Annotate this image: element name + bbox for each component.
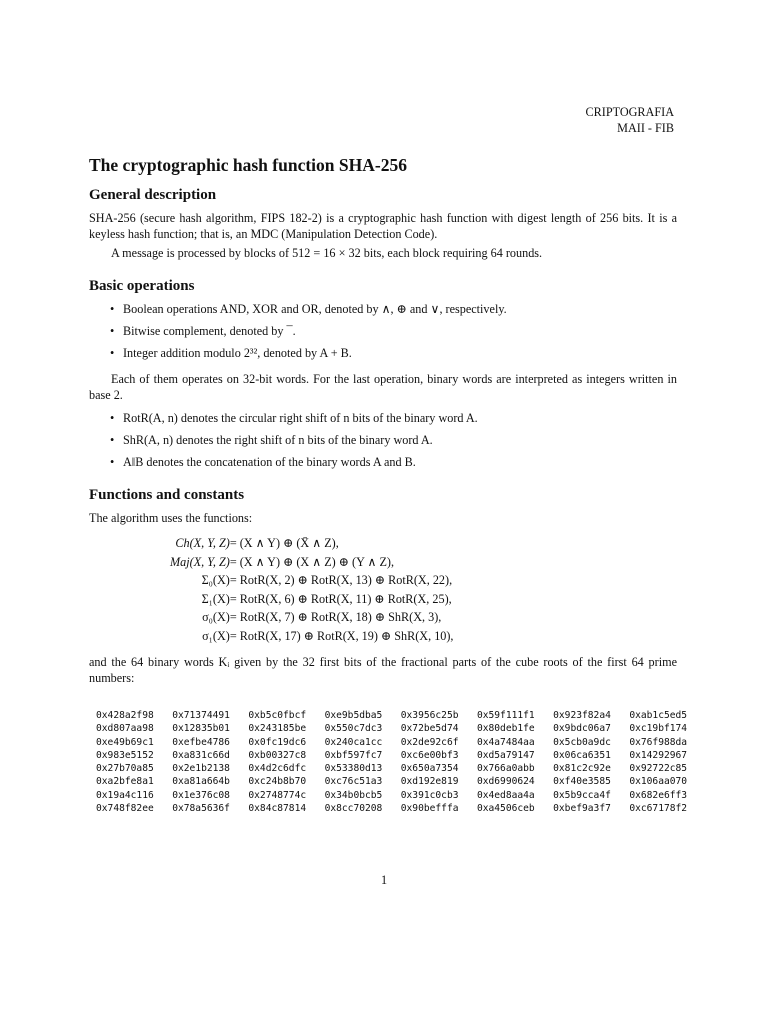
running-head [586,105,675,136]
constant-cell: 0x2de92c6f [400,736,459,748]
equation-rhs: = RotR(X, 2) ⊕ RotR(X, 13) ⊕ RotR(X, 22), [229,573,453,587]
constant-cell: 0x12835b01 [172,723,230,735]
equation-lhs: Σ₀(X) [201,573,230,587]
constant-cell: 0x682e6ff3 [629,789,688,801]
constant-cell: 0xb00327c8 [248,749,307,761]
document-title: The cryptographic hash function SHA-256 [89,155,407,175]
function-definitions [170,534,453,645]
constant-cell: 0xa81a664b [172,776,230,788]
equation-row [170,608,453,627]
constant-cell: 0x19a4c116 [96,789,154,801]
equation-row [170,590,453,609]
constant-cell: 0xf40e3585 [553,776,611,788]
constants-row [96,722,706,735]
bullet-icon: • [110,411,115,425]
constant-cell: 0xbef9a3f7 [553,803,611,815]
constants-row [96,736,706,749]
constant-cell: 0xab1c5ed5 [629,710,688,721]
list-item [89,345,679,367]
list-item [89,454,679,476]
section-heading-general: General description [89,187,217,203]
constant-cell: 0x27b70a85 [96,763,154,775]
constants-row [96,789,706,802]
constants-row [96,709,706,722]
general-paragraph-1: SHA-256 (secure hash algorithm, FIPS 182-2) is a cryptographic hash function with digest length of 256 bits. It is a keyless hash function; that is, an MDC (Manipulation Detection Code). [89,211,677,241]
constant-cell: 0x983e5152 [96,749,154,761]
equation-rhs: = RotR(X, 7) ⊕ RotR(X, 18) ⊕ ShR(X, 3), [229,610,442,624]
list-item-text: Integer addition modulo 2³², denoted by A + B. [123,346,352,360]
constant-cell: 0xa4506ceb [476,803,535,815]
constant-cell: 0xd192e819 [400,776,459,788]
constant-cell: 0x14292967 [629,749,688,761]
constant-cell: 0x550c7dc3 [324,723,383,735]
constant-cell: 0x76f988da [629,736,688,748]
constant-cell: 0xbf597fc7 [324,749,383,761]
constant-cell: 0xefbe4786 [172,736,230,748]
list-item [89,410,679,432]
constant-cell: 0x53380d13 [324,763,383,775]
list-item-text: ShR(A, n) denotes the right shift of n bits of the binary word A. [123,433,433,447]
list-item-text: Bitwise complement, denoted by ¯. [123,324,296,338]
constant-cell: 0x923f82a4 [553,710,611,721]
bullet-icon: • [110,455,115,469]
list-item [89,323,679,345]
equation-row [170,627,453,646]
equation-rhs: = RotR(X, 17) ⊕ RotR(X, 19) ⊕ ShR(X, 10), [229,628,454,643]
constant-cell: 0x71374491 [172,710,230,721]
constant-cell: 0x428a2f98 [96,710,154,721]
equation-row [170,553,453,572]
constant-cell: 0x748f82ee [96,803,154,815]
shift-operations-list [89,410,679,476]
constant-cell: 0x59f111f1 [476,710,535,721]
constants-description: and the 64 binary words Kᵢ given by the 32 first bits of the fractional parts of the cube roots of the first 64 prime numbers: [89,655,677,685]
basic-paragraph: Each of them operates on 32-bit words. For the last operation, binary words are interpreted as integers written in base 2. [89,372,677,402]
constant-cell: 0x3956c25b [400,710,459,721]
equation-row [170,571,453,590]
constant-cell: 0x5cb0a9dc [553,736,611,748]
equation-lhs: Maj(X, Y, Z) [170,554,230,569]
constant-cell: 0x240ca1cc [324,736,383,748]
constant-cell: 0xd807aa98 [96,723,154,735]
constant-cell: 0x766a0abb [476,763,535,775]
constant-cell: 0x5b9cca4f [553,789,611,801]
constant-cell: 0xb5c0fbcf [248,710,307,721]
constants-row [96,762,706,775]
equation-lhs: Ch(X, Y, Z) [175,536,230,550]
constant-cell: 0xe9b5dba5 [324,710,383,721]
constant-cell: 0x84c87814 [248,803,307,815]
constant-cell: 0xd5a79147 [476,749,535,761]
constant-cell: 0x06ca6351 [553,749,611,761]
constants-row [96,775,706,788]
equation-rhs: = (X ∧ Y) ⊕ (X ∧ Z) ⊕ (Y ∧ Z), [229,554,394,569]
constant-cell: 0x78a5636f [172,803,230,815]
constant-cell: 0x650a7354 [400,763,459,775]
bullet-icon: • [110,324,115,338]
operations-list [89,301,679,367]
constant-cell: 0x1e376c08 [172,789,230,801]
constant-cell: 0x34b0bcb5 [324,789,383,801]
constant-cell: 0x2e1b2138 [172,763,230,775]
list-item-text: RotR(A, n) denotes the circular right shift of n bits of the binary word A. [123,411,478,425]
constant-cell: 0x92722c85 [629,763,688,775]
equation-row [170,534,453,553]
constant-cell: 0x9bdc06a7 [553,723,611,735]
constant-cell: 0x4d2c6dfc [248,763,307,775]
list-item-text: Boolean operations AND, XOR and OR, denoted by ∧, ⊕ and ∨, respectively. [123,302,507,316]
list-item-text: A‖B denotes the concatenation of the binary words A and B. [123,455,416,469]
constant-cell: 0xc6e00bf3 [400,749,459,761]
constant-cell: 0x72be5d74 [400,723,459,735]
functions-intro: The algorithm uses the functions: [89,511,253,525]
constant-cell: 0xe49b69c1 [96,736,154,748]
equation-lhs: σ₁(X) [202,628,230,643]
constant-cell: 0x106aa070 [629,776,688,788]
constant-cell: 0x90befffa [400,803,459,815]
constant-cell: 0x4a7484aa [476,736,535,748]
constant-cell: 0x80deb1fe [476,723,535,735]
constant-cell: 0xc76c51a3 [324,776,383,788]
equation-lhs: σ₀(X) [202,610,230,624]
bullet-icon: • [110,346,115,360]
constant-cell: 0xc24b8b70 [248,776,307,788]
course-name: CRIPTOGRAFIA [585,105,674,119]
constant-cell: 0x243185be [248,723,307,735]
constant-cell: 0xa2bfe8a1 [96,776,154,788]
bullet-icon: • [110,433,115,447]
constant-cell: 0xa831c66d [172,749,230,761]
constant-cell: 0x4ed8aa4a [476,789,535,801]
constants-row [96,749,706,762]
constant-cell: 0x8cc70208 [324,803,383,815]
equation-lhs: Σ₁(X) [201,591,230,606]
constant-cell: 0xc67178f2 [629,803,688,815]
constant-cell: 0x2748774c [248,789,307,801]
section-heading-basic: Basic operations [89,278,195,294]
equation-rhs: = (X ∧ Y) ⊕ (X̄ ∧ Z), [229,536,339,550]
general-paragraph-2: A message is processed by blocks of 512 = 16 × 32 bits, each block requiring 64 rounds. [111,246,543,260]
equation-rhs: = RotR(X, 6) ⊕ RotR(X, 11) ⊕ RotR(X, 25), [229,591,452,606]
constants-row [96,802,706,815]
constants-table [96,709,706,815]
page-number: 1 [380,873,388,887]
constant-cell: 0x391c0cb3 [400,789,459,801]
section-heading-functions: Functions and constants [89,487,245,503]
list-item [89,301,679,323]
constant-cell: 0xd6990624 [476,776,535,788]
bullet-icon: • [110,302,115,316]
list-item [89,432,679,454]
program-name: MAII - FIB [617,120,674,135]
constant-cell: 0x0fc19dc6 [248,736,307,748]
constant-cell: 0x81c2c92e [553,763,611,775]
constant-cell: 0xc19bf174 [629,723,688,735]
